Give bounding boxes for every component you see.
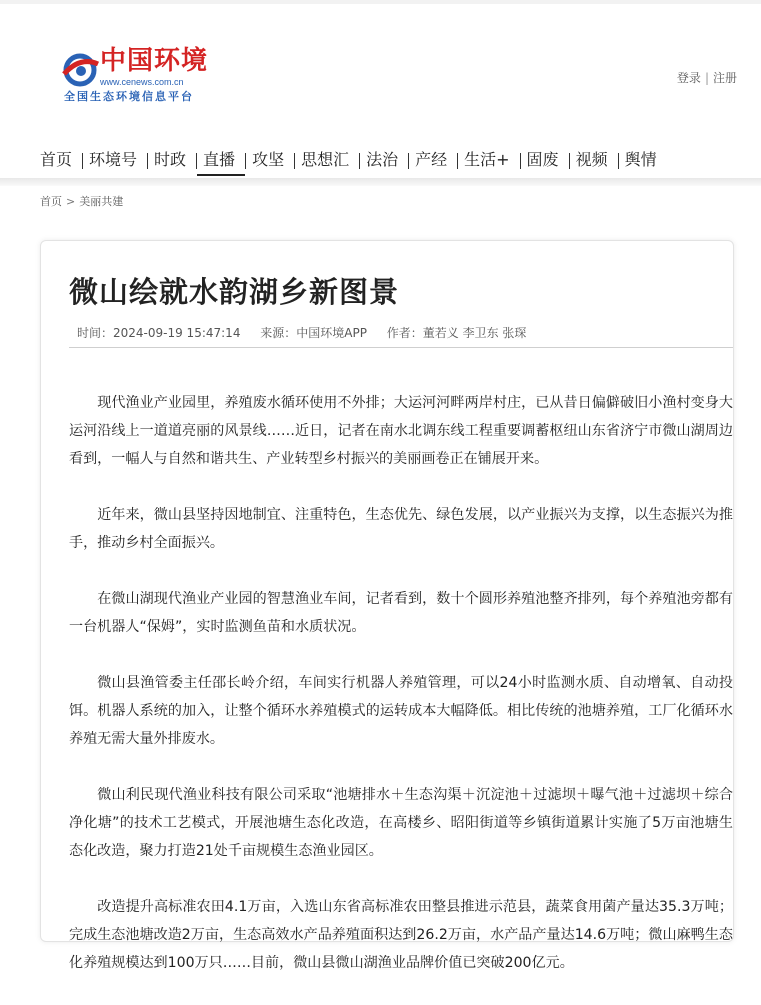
nav-item-waste[interactable]: 固废 xyxy=(526,150,559,169)
logo-title: 中国环境 xyxy=(100,46,209,76)
globe-logo-icon xyxy=(60,50,100,90)
article-card xyxy=(40,240,734,971)
article-paragraph: 现代渔业产业园里，养殖废水循环使用不外排；大运河河畔两岸村庄，已从昔日偏僻破旧小渔村变身大运河沿线上一道道亮丽的风景线……近日，记者在南水北调东线工程重要调蓄枢纽山东省济宁市微山湖周边看到，一幅人与自然和谐共生、产业转型乡村振兴的美丽画卷正在铺展开来。 xyxy=(69,395,733,467)
register-link[interactable]: 注册 xyxy=(712,71,737,85)
article-meta xyxy=(77,325,542,341)
nav-item-live[interactable]: 直播 xyxy=(197,146,245,176)
breadcrumb-separator: > xyxy=(66,195,76,208)
article-paragraph: 在微山湖现代渔业产业园的智慧渔业车间，记者看到，数十个圆形养殖池整齐排列，每个养殖池旁都有一台机器人“保姆”，实时监测鱼苗和水质状况。 xyxy=(69,591,733,635)
auth-separator: | xyxy=(704,71,709,85)
nav-item-video[interactable]: 视频 xyxy=(575,150,608,169)
top-border xyxy=(0,0,761,4)
article-title: 微山绘就水韵湖乡新图景 xyxy=(69,275,400,309)
nav-item-opinion[interactable]: 舆情 xyxy=(624,150,657,169)
nav-item-tackle[interactable]: 攻坚 xyxy=(252,150,285,169)
nav-shadow xyxy=(0,178,761,186)
article-body xyxy=(69,389,733,1005)
meta-divider xyxy=(69,347,733,348)
site-logo[interactable] xyxy=(60,46,260,108)
main-nav xyxy=(0,146,761,178)
article-author: 作者：董若义 李卫东 张琛 xyxy=(386,326,527,340)
article-paragraph: 近年来，微山县坚持因地制宜、注重特色，生态优先、绿色发展，以产业振兴为支撑，以生态振兴为推手，推动乡村全面振兴。 xyxy=(69,507,733,551)
nav-item-life[interactable]: 生活+ xyxy=(464,150,510,169)
logo-subtitle: 全国生态环境信息平台 xyxy=(64,90,194,103)
nav-item-env-account[interactable]: 环境号 xyxy=(89,150,138,169)
article-time: 时间：2024-09-19 15:47:14 xyxy=(77,326,241,340)
nav-item-law[interactable]: 法治 xyxy=(366,150,399,169)
nav-item-politics[interactable]: 时政 xyxy=(154,150,187,169)
article-paragraph: 微山县渔管委主任邵长岭介绍，车间实行机器人养殖管理，可以24小时监测水质、自动增氧、自动投饵。机器人系统的加入，让整个循环水养殖模式的运转成本大幅降低。相比传统的池塘养殖，工厂化循环水养殖无需大量外排废水。 xyxy=(69,675,733,747)
breadcrumb-home[interactable]: 首页 xyxy=(40,195,62,208)
login-link[interactable]: 登录 xyxy=(676,71,701,85)
breadcrumb xyxy=(40,195,123,209)
breadcrumb-current[interactable]: 美丽共建 xyxy=(79,195,124,208)
nav-item-industry[interactable]: 产经 xyxy=(415,150,448,169)
article-source: 来源：中国环境APP xyxy=(260,326,367,340)
nav-item-ideas[interactable]: 思想汇 xyxy=(301,150,350,169)
nav-item-home[interactable]: 首页 xyxy=(40,150,73,169)
article-paragraph: 微山利民现代渔业科技有限公司采取“池塘排水＋生态沟渠＋沉淀池＋过滤坝＋曝气池＋过滤坝＋综合净化塘”的技术工艺模式，开展池塘生态化改造，在高楼乡、昭阳街道等乡镇街道累计实施了5万亩池塘生态化改造，聚力打造21处千亩规模生态渔业园区。 xyxy=(69,787,733,859)
article-paragraph: 改造提升高标准农田4.1万亩，入选山东省高标准农田整县推进示范县，蔬菜食用菌产量达35.3万吨；完成生态池塘改造2万亩，生态高效水产品养殖面积达到26.2万亩，水产品产量达14.6万吨；微山麻鸭生态化养殖规模达到100万只……目前，微山县微山湖渔业品牌价值已突破200亿元。 xyxy=(69,899,733,971)
logo-url: www.cenews.com.cn xyxy=(100,77,184,87)
auth-links xyxy=(677,70,737,86)
